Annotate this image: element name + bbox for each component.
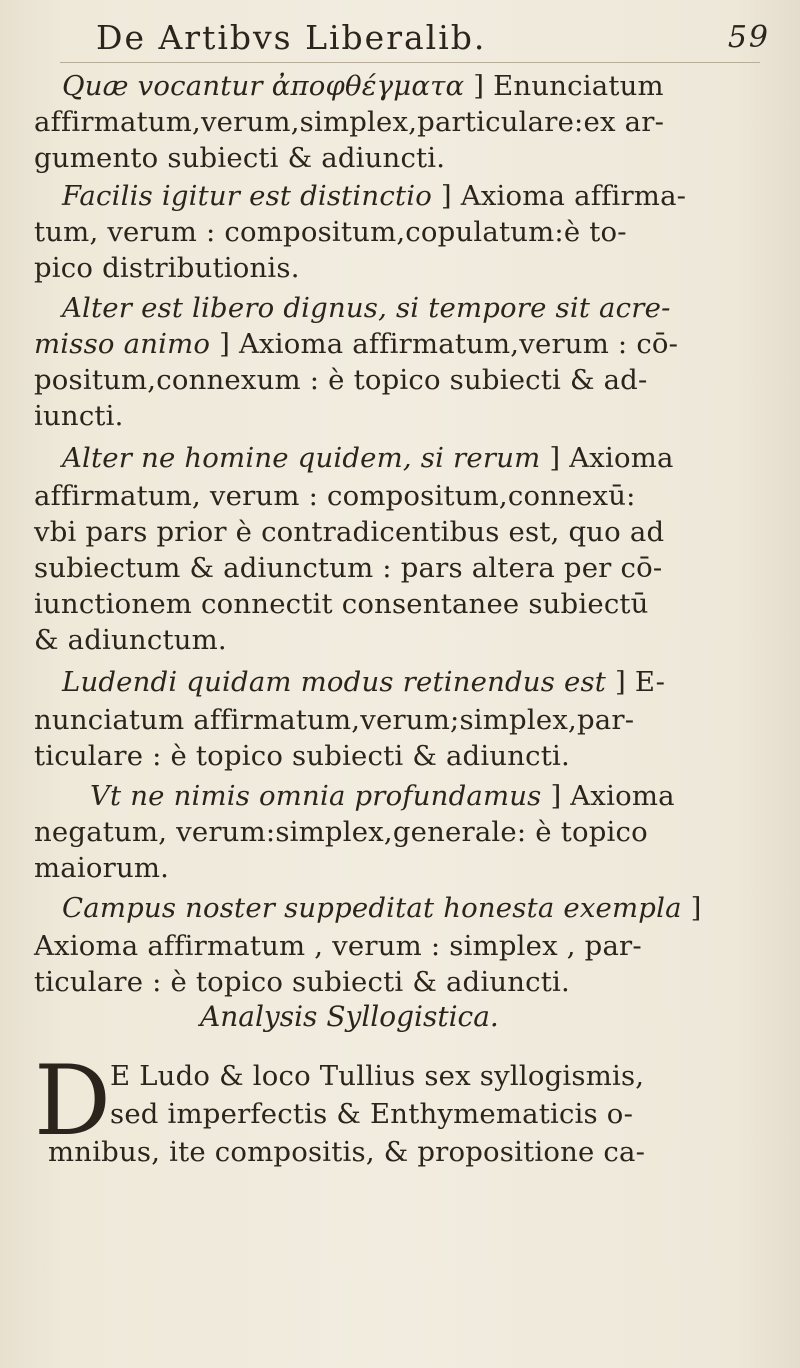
text-line (62, 178, 686, 214)
text-line: E Ludo & loco Tullius sex syllogismis, (110, 1060, 645, 1092)
commentary-text: positum,connexum : è topico subiecti & ad- (34, 364, 648, 396)
commentary-text: & adiunctum. (34, 624, 227, 656)
quoted-phrase: Alter ne homine quidem, si rerum (62, 442, 541, 474)
commentary-text: ] Enunciatum (464, 70, 664, 102)
commentary-text: subiectum & adiunctum : pars altera per cō- (34, 552, 663, 584)
text-line (34, 850, 169, 886)
text-line (62, 664, 665, 700)
text-line (34, 250, 300, 286)
header-rule (60, 62, 760, 63)
commentary-text: ] E- (606, 666, 666, 698)
text-line (34, 964, 570, 1000)
text-line (34, 478, 636, 514)
text-line (34, 140, 445, 176)
commentary-text: negatum, verum:simplex,generale: è topico (34, 816, 648, 848)
text-line (34, 928, 642, 964)
text-line (34, 362, 647, 398)
text-line (34, 814, 648, 850)
quoted-phrase: Ludendi quidam modus retinendus est (62, 666, 607, 698)
commentary-text: ticulare : è topico subiecti & adiuncti. (34, 740, 570, 772)
running-header (96, 14, 770, 60)
text-line (34, 514, 664, 550)
text-line (34, 214, 627, 250)
commentary-text: affirmatum,verum,simplex,particulare:ex ar- (34, 106, 665, 138)
commentary-text: gumento subiecti & adiuncti. (34, 142, 446, 174)
text-line (34, 586, 649, 622)
text-line (34, 326, 678, 362)
quoted-phrase: Alter est libero dignus, si tempore sit acre- (62, 292, 671, 324)
commentary-text: nunciatum affirmatum,verum;simplex,par- (34, 704, 635, 736)
commentary-text: Axioma affirmatum , verum : simplex , par- (34, 930, 642, 962)
commentary-text: ] Axioma affirma- (431, 180, 687, 212)
commentary-text: ticulare : è topico subiecti & adiuncti. (34, 966, 570, 998)
text-line (62, 68, 664, 104)
commentary-text: ] Axioma (540, 442, 674, 474)
commentary-text: affirmatum, verum : compositum,connexū: (34, 480, 636, 512)
text-line (34, 550, 662, 586)
page-number: 59 (727, 19, 770, 55)
text-line: sed imperfectis & Enthymematicis o- (110, 1098, 634, 1130)
text-line (34, 622, 227, 658)
text-line (62, 290, 671, 326)
text-line (34, 104, 664, 140)
commentary-text: iuncti. (34, 400, 124, 432)
text-line (34, 738, 570, 774)
commentary-text: vbi pars prior è contradicentibus est, quo ad (34, 516, 665, 548)
commentary-text: ] (681, 892, 702, 924)
text-line (90, 778, 675, 814)
commentary-text: ] Axioma (541, 780, 675, 812)
text-line (62, 890, 702, 926)
quoted-phrase: misso animo (34, 328, 211, 360)
commentary-text: pico distributionis. (34, 252, 300, 284)
quoted-phrase: Facilis igitur est distinctio (62, 180, 432, 212)
commentary-text: maiorum. (34, 852, 170, 884)
text-line (62, 440, 674, 476)
text-line (34, 398, 124, 434)
commentary-text: ] Axioma affirmatum,verum : cō- (210, 328, 679, 360)
drop-cap: D (34, 1045, 111, 1157)
text-line (34, 702, 634, 738)
commentary-text: tum, verum : compositum,copulatum:è to- (34, 216, 627, 248)
text-line: mnibus, ite compositis, & propositione ca- (48, 1136, 646, 1168)
commentary-text: iunctionem connectit consentanee subiectū (34, 588, 649, 620)
running-title: De Artibvs Liberalib. (96, 17, 487, 57)
quoted-phrase: Quæ vocantur ἀποφθέγματα (62, 70, 465, 102)
section-title: Analysis Syllogistica. (200, 1000, 499, 1033)
quoted-phrase: Campus noster suppeditat honesta exempla (62, 892, 682, 924)
quoted-phrase: Vt ne nimis omnia profundamus (90, 780, 542, 812)
